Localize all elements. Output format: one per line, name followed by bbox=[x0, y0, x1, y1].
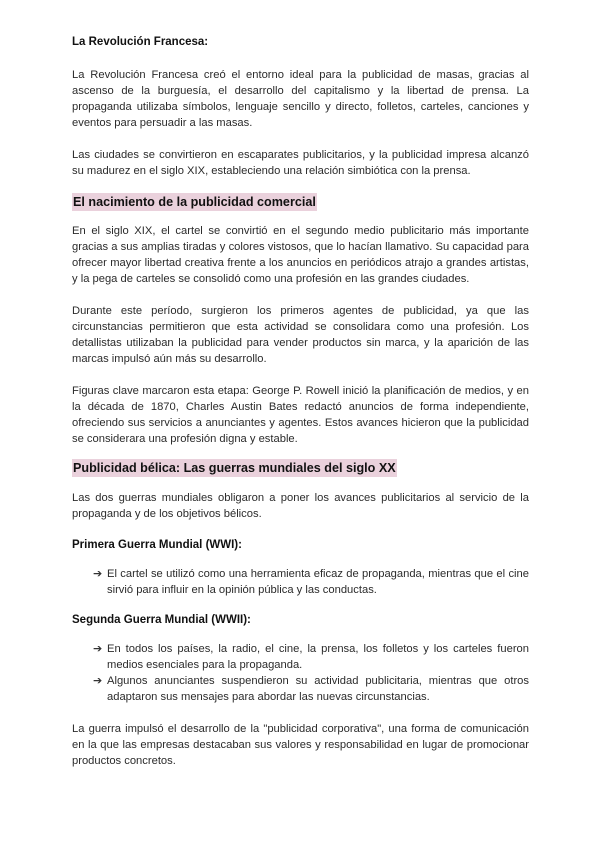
paragraph: Las ciudades se convirtieron en escaparates publicitarios, y la publicidad impresa alcanzó su madurez en el siglo XIX, estableciendo una relación simbiótica con la prensa. bbox=[72, 149, 529, 177]
wwi-list bbox=[72, 566, 529, 598]
subheading-wwii: Segunda Guerra Mundial (WWII): bbox=[72, 614, 251, 626]
wwii-list bbox=[72, 641, 529, 705]
list-item bbox=[93, 641, 529, 673]
arrow-right-icon: ➔ bbox=[93, 568, 103, 580]
arrow-right-icon: ➔ bbox=[93, 675, 103, 687]
arrow-right-icon: ➔ bbox=[93, 643, 103, 655]
section-heading-publicidad-belica: Publicidad bélica: Las guerras mundiales del siglo XX bbox=[73, 461, 396, 475]
list-item-text: En todos los países, la radio, el cine, la prensa, los folletos y los carteles fueron medios esenciales para la propaganda. bbox=[107, 643, 529, 671]
document-content bbox=[72, 36, 529, 769]
section-heading-nacimiento: El nacimiento de la publicidad comercial bbox=[73, 195, 316, 209]
list-item-text: El cartel se utilizó como una herramienta eficaz de propaganda, mientras que el cine sirvió para influir en la opinión pública y las conductas. bbox=[107, 568, 529, 596]
subheading-wwi: Primera Guerra Mundial (WWI): bbox=[72, 539, 242, 551]
list-item-text: Algunos anunciantes suspendieron su actividad publicitaria, mientras que otros adaptaron sus mensajes para abordar las nuevas circunstancias. bbox=[107, 675, 529, 703]
list-item bbox=[93, 566, 529, 598]
paragraph: Las dos guerras mundiales obligaron a poner los avances publicitarios al servicio de la propaganda y de los objetivos bélicos. bbox=[72, 492, 529, 520]
paragraph: Figuras clave marcaron esta etapa: George P. Rowell inició la planificación de medios, y en la década de 1870, Charles Austin Bates redactó anuncios de forma independiente, ofreciendo sus servicios a anunciantes y agentes. Estos avances hicieron que la publicidad se considerara una profesión digna y estable. bbox=[72, 385, 529, 445]
paragraph: Durante este período, surgieron los primeros agentes de publicidad, ya que las circunstancias permitieron que esta actividad se consolidara como una profesión. Los detallistas utilizaban la publicidad para vender productos sin marca, y la aparición de las marcas impulsó aún más su desarrollo. bbox=[72, 305, 529, 365]
list-item bbox=[93, 673, 529, 705]
paragraph: La Revolución Francesa creó el entorno ideal para la publicidad de masas, gracias al ascenso de la burguesía, el desarrollo del capitalismo y la libertad de prensa. La propaganda utilizaba símbolos, lenguaje sencillo y directo, folletos, carteles, canciones y eventos para persuadir a las masas. bbox=[72, 69, 529, 129]
paragraph: La guerra impulsó el desarrollo de la "publicidad corporativa", una forma de comunicación en la que las empresas destacaban sus valores y responsabilidad en lugar de promocionar productos concretos. bbox=[72, 723, 529, 767]
section-heading-revolucion: La Revolución Francesa: bbox=[72, 36, 209, 48]
paragraph: En el siglo XIX, el cartel se convirtió en el segundo medio publicitario más importante gracias a sus amplias tiradas y colores vistosos, que lo hacían llamativo. Su capacidad para ofrecer mayor libertad creativa frente a los anuncios en periódicos atrajo a grandes artistas, y la pega de carteles se consolidó como una profesión en las grandes ciudades. bbox=[72, 225, 529, 285]
